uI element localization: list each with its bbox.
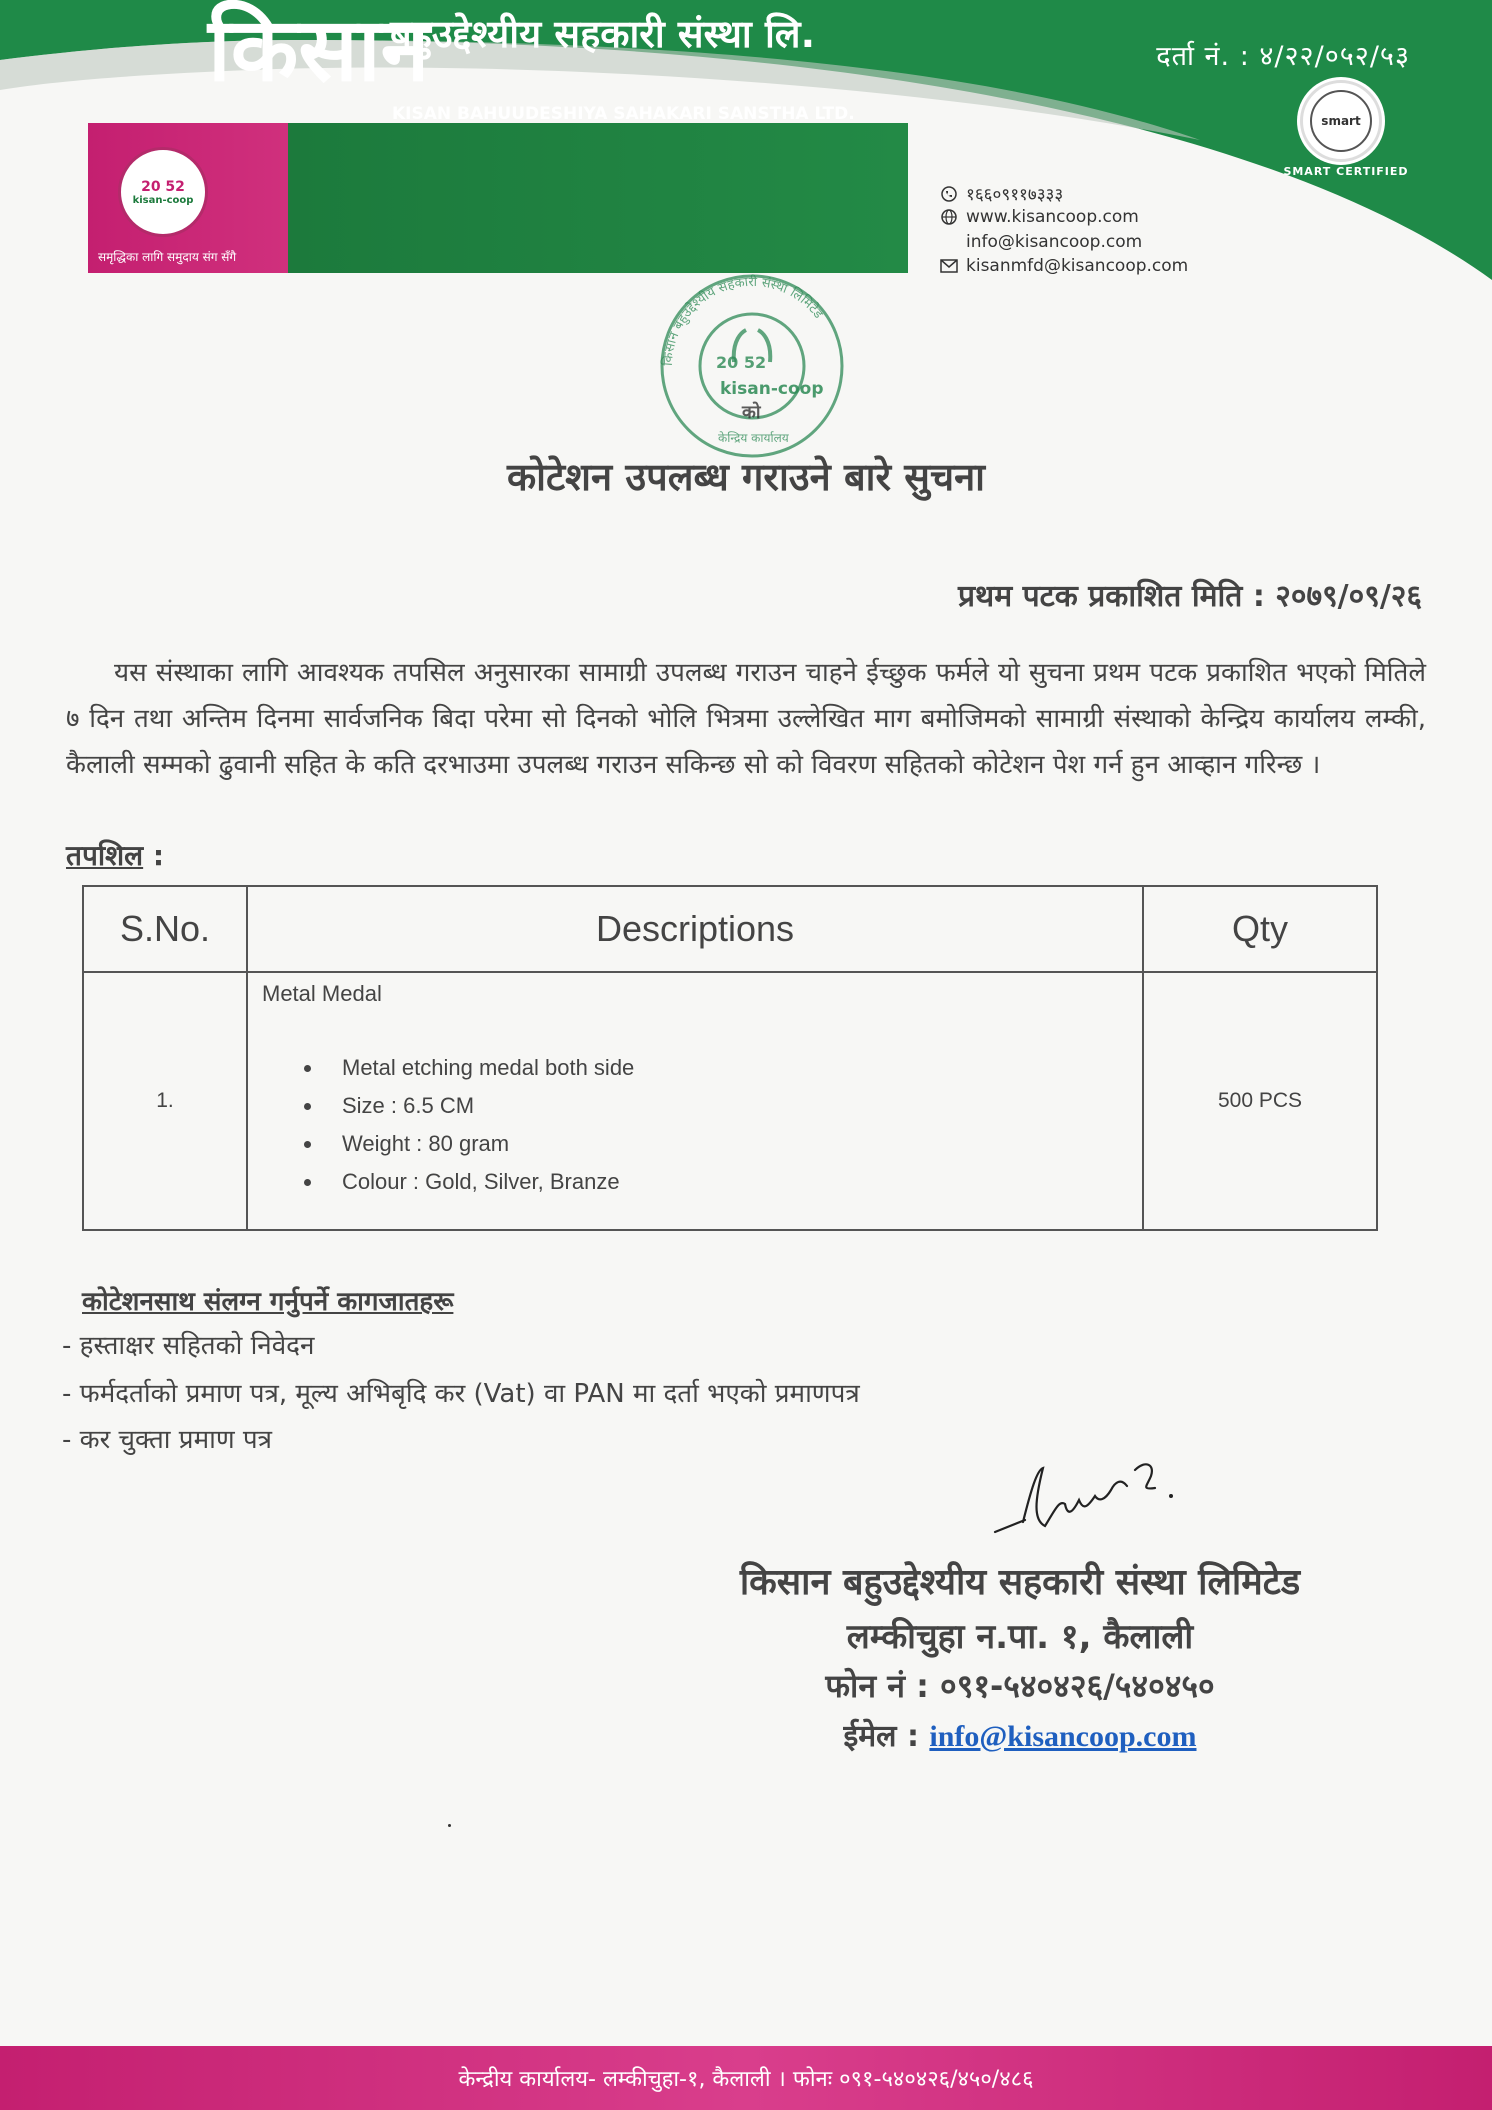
logo-year: 20 52	[141, 178, 185, 195]
table-row	[83, 972, 1377, 1230]
stamp-name: kisan-coop	[720, 379, 824, 399]
contact-email-info-text[interactable]: info@kisancoop.com	[966, 232, 1143, 252]
schedule-label-colon: :	[143, 839, 165, 872]
contact-email-mfd-text[interactable]: kisanmfd@kisancoop.com	[966, 256, 1189, 276]
item-bullet: • Colour : Gold, Silver, Branze	[324, 1163, 1128, 1201]
smart-badge-label: smart	[1310, 90, 1372, 152]
kisan-coop-logo	[118, 147, 208, 237]
item-bullet: • Weight : 80 gram	[324, 1125, 1128, 1163]
header-sno: S.No.	[83, 886, 247, 972]
handwritten-signature	[985, 1430, 1195, 1550]
contact-phone-text: १६६०९११७३३३	[966, 185, 1064, 205]
cell-qty: 500 PCS	[1143, 972, 1377, 1230]
banner-tagline: समृद्धिका लागि समुदाय संग सँगै	[98, 250, 237, 264]
banner-logo-panel	[88, 123, 288, 273]
sign-phone: फोन नं : ०९१-५४०४२६/५४०४५०	[825, 1667, 1215, 1705]
smart-certified-caption: SMART CERTIFIED	[1283, 165, 1409, 178]
registration-number: दर्ता नं. : ४/२२/०५२/५३	[1156, 41, 1410, 72]
sign-email-line	[640, 1714, 1400, 1755]
item-bullet: • Metal etching medal both side	[324, 1049, 1128, 1087]
attachment-item: - हस्ताक्षर सहितको निवेदन	[62, 1331, 315, 1361]
speck	[448, 1824, 451, 1827]
logo-name: kisan-coop	[132, 194, 194, 206]
contact-phone	[940, 182, 1063, 205]
notice-title: कोटेशन उपलब्ध गराउने बारे सुचना	[506, 455, 986, 499]
official-stamp	[642, 266, 862, 466]
cell-description	[247, 972, 1143, 1230]
items-table	[82, 885, 1378, 1231]
stamp-bottom-text: केन्द्रिय कार्यालय	[718, 431, 789, 445]
cell-sno: 1.	[83, 972, 247, 1230]
mail-icon	[940, 257, 958, 275]
globe-icon	[940, 208, 958, 226]
sign-address: लम्कीचुहा न.पा. १, कैलाली	[846, 1617, 1194, 1657]
schedule-label-text: तपशिल	[66, 839, 144, 872]
phone-icon	[940, 185, 958, 203]
header-qty: Qty	[1143, 886, 1377, 972]
schedule-label	[66, 836, 164, 874]
smart-certified-badge	[1300, 80, 1382, 162]
contact-email-info	[940, 232, 1142, 252]
attachment-item: - कर चुक्ता प्रमाण पत्र	[62, 1425, 273, 1455]
stamp-ring-text: किसान बहुउद्देश्यीय सहकारी संस्था लिमिटेड	[660, 274, 826, 367]
contact-email-mfd	[940, 256, 1188, 276]
brand-name-large: किसान	[208, 0, 430, 101]
publish-date: प्रथम पटक प्रकाशित मिति : २०७९/०९/२६	[957, 579, 1422, 614]
sign-org-name: किसान बहुउद्देश्यीय सहकारी संस्था लिमिटेड	[739, 1562, 1301, 1603]
item-bullets	[262, 1049, 1128, 1201]
notice-body: यस संस्थाका लागि आवश्यक तपसिल अनुसारका सामाग्री उपलब्ध गराउन चाहने ईच्छुक फर्मले यो सुचना प्रथम पटक प्रकाशित भएको मितिले ७ दिन तथा अन्तिम दिनमा सार्वजनिक बिदा परेमा सो दिनको भोलि भित्रमा उल्लेखित माग बमोजिमको सामाग्री संस्थाको केन्द्रिय कार्यालय लम्की, कैलाली सम्मको ढुवानी सहित के कति दरभाउमा उपलब्ध गराउन सकिन्छ सो को विवरण सहितको कोटेशन पेश गर्न हुन आव्हान गरिन्छ ।	[66, 658, 1426, 780]
contact-website-text[interactable]: www.kisancoop.com	[966, 207, 1139, 227]
item-title: Metal Medal	[262, 981, 382, 1006]
stamp-ko: को	[742, 402, 761, 423]
item-bullet: • Size : 6.5 CM	[324, 1087, 1128, 1125]
attachments-heading: कोटेशनसाथ संलग्न गर्नुपर्ने कागजातहरू	[82, 1287, 454, 1317]
attachment-item: - फर्मदर्ताको प्रमाण पत्र, मूल्य अभिबृदि कर (Vat) वा PAN मा दर्ता भएको प्रमाणपत्र	[62, 1379, 860, 1409]
sign-email-link[interactable]: info@kisancoop.com	[929, 1720, 1197, 1753]
brand-name-english: KISAN BAHUUDESHIYA SAHAKARI SANSTHA LTD.	[392, 104, 855, 124]
brand-name-nepali: बहुउद्देश्यीय सहकारी संस्था लि.	[390, 12, 816, 56]
footer-text: केन्द्रीय कार्यालय- लम्कीचुहा-१, कैलाली । फोनः ०९१-५४०४२६/४५०/४८६	[458, 2067, 1034, 2092]
organization-banner	[88, 123, 908, 273]
banner-name-panel	[288, 123, 908, 273]
contact-website	[940, 207, 1139, 227]
header-descriptions: Descriptions	[247, 886, 1143, 972]
stamp-year: 20 52	[716, 353, 767, 372]
footer-bar	[0, 2046, 1492, 2110]
sign-email-label: ईमेल :	[843, 1719, 930, 1754]
table-header-row	[83, 886, 1377, 972]
